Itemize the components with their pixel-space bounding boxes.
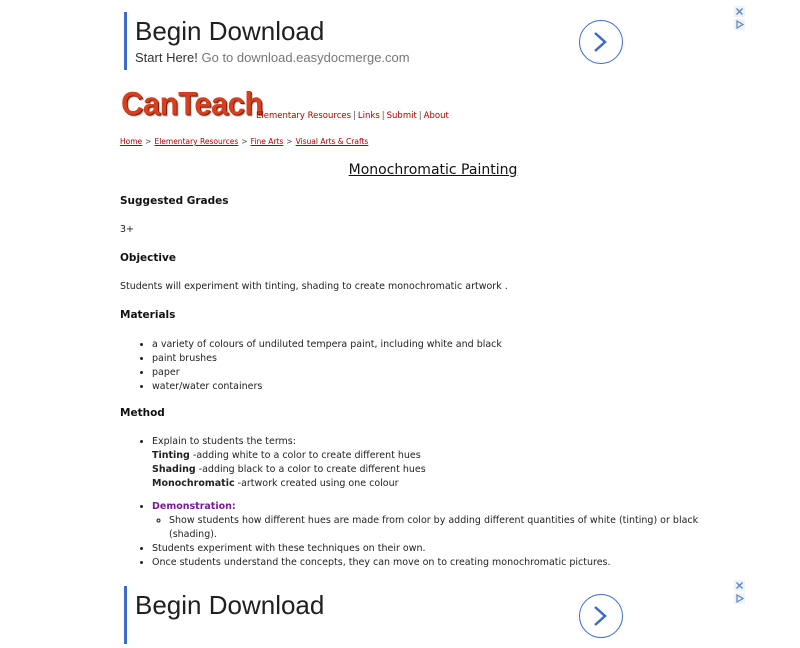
materials-list	[138, 338, 502, 394]
demonstration-label: Demonstration:	[152, 501, 236, 512]
term-monochromatic: Monochromatic -artwork created using one colour	[152, 478, 399, 489]
objective-text: Students will experiment with tinting, shading to create monochromatic artwork .	[120, 281, 508, 292]
breadcrumb-fine-arts[interactable]: Fine Arts	[250, 137, 284, 146]
nav-link-elementary-resources[interactable]: Elementary Resources	[256, 111, 352, 121]
list-item: • water/water containers	[152, 380, 502, 394]
grades-value: 3+	[120, 224, 135, 235]
breadcrumb-elementary-resources[interactable]: Elementary Resources	[154, 137, 239, 146]
heading-objective: Objective	[120, 252, 176, 264]
list-item: • paper	[152, 366, 502, 380]
adchoices-icon[interactable]	[734, 19, 745, 30]
heading-method: Method	[120, 407, 165, 419]
breadcrumb: Home > Elementary Resources > Fine Arts > Visual Arts & Crafts	[120, 137, 369, 146]
ad-url: Go to download.easydocmerge.com	[201, 50, 410, 65]
nav-link-links[interactable]: Links	[357, 111, 380, 121]
breadcrumb-home[interactable]: Home	[120, 137, 143, 146]
list-item: • a variety of colours of undiluted tempera paint, including white and black	[152, 338, 502, 352]
nav-link-about[interactable]: About	[423, 111, 449, 121]
close-icon[interactable]	[734, 6, 745, 17]
list-item: • paint brushes	[152, 352, 502, 366]
adchoices-icon[interactable]	[734, 593, 745, 604]
ad-subtitle[interactable]	[135, 50, 410, 65]
list-item: • Students experiment with these techniques on their own.	[152, 542, 714, 556]
ad-go-button[interactable]	[579, 20, 623, 64]
term-tinting: Tinting -adding white to a color to create different hues	[152, 450, 421, 461]
list-item	[152, 500, 714, 542]
ad-go-button[interactable]	[579, 594, 623, 638]
heading-materials: Materials	[120, 309, 176, 321]
page-title: Monochromatic Painting	[348, 162, 518, 178]
list-item: ◦ Show students how different hues are made from color by adding different quantities of white (tinting) or black (shading).	[169, 514, 714, 542]
method-intro: • Explain to students the terms:	[152, 436, 296, 447]
ad-banner-bottom[interactable]	[124, 582, 748, 648]
method-list	[138, 435, 714, 570]
list-item: • Once students understand the concepts, they can move on to creating monochromatic pictures.	[152, 556, 714, 570]
chevron-right-icon	[592, 605, 608, 627]
canteach-logo[interactable]: CanTeach	[121, 85, 263, 122]
top-nav: Elementary Resources | Links | Submit | About	[256, 111, 449, 121]
chevron-right-icon	[592, 31, 608, 53]
term-shading: Shading -adding black to a color to create different hues	[152, 464, 426, 475]
demonstration-sublist	[152, 514, 714, 542]
heading-suggested-grades: Suggested Grades	[120, 195, 229, 207]
ad-accent-bar	[124, 12, 127, 70]
ad-cta-text: Start Here!	[135, 50, 198, 65]
ad-title[interactable]: Begin Download	[135, 590, 325, 620]
breadcrumb-visual-arts-crafts[interactable]: Visual Arts & Crafts	[295, 137, 369, 146]
ad-banner-top[interactable]	[124, 8, 748, 74]
ad-title[interactable]: Begin Download	[135, 16, 325, 46]
ad-accent-bar	[124, 586, 127, 644]
close-icon[interactable]	[734, 580, 745, 591]
nav-link-submit[interactable]: Submit	[386, 111, 417, 121]
list-item	[152, 435, 714, 491]
